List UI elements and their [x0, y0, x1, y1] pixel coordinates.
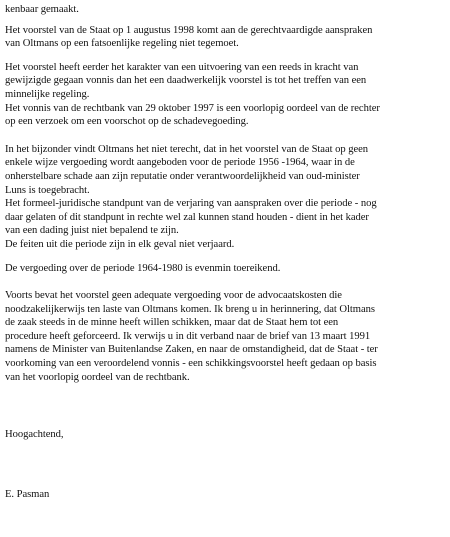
text-line: Voorts bevat het voorstel geen adequate vergoeding voor de advocaatskosten die [5, 290, 342, 302]
text-line: De vergoeding over de periode 1964-1980 is evenmin toereikend. [5, 262, 281, 274]
closing-text: Hoogachtend, [5, 429, 64, 441]
text-line: Het voorstel van de Staat op 1 augustus 1998 komt aan de gerechtvaardigde aanspraken [5, 24, 373, 36]
paragraph-5 [5, 289, 444, 384]
text-line: In het bijzonder vindt Oltmans het niet terecht, dat in het voorstel van de Staat op geen [5, 143, 368, 155]
text-line: namens de Minister van Buitenlandse Zaken, en naar de omstandigheid, dat de Staat - ter [5, 344, 378, 356]
text-line: De feiten uit die periode zijn in elk geval niet verjaard. [5, 238, 235, 250]
signature [5, 488, 444, 502]
text-line: van het voorlopig oordeel van de rechtbank. [5, 371, 190, 383]
text-line: kenbaar gemaakt. [5, 4, 79, 15]
text-line: enkele wijze vergoeding wordt aangeboden voor de periode 1956 -1964, waar in de [5, 157, 355, 169]
paragraph-3 [5, 143, 444, 252]
text-line: noodzakelijkerwijs ten laste van Oltmans komen. Ik breng u in herinnering, dat Oltmans [5, 303, 375, 315]
text-line: voorkoming van een veroordelend vonnis - een schikkingsvoorstel heeft gedaan op basis [5, 358, 377, 370]
text-line: Het voorstel heeft eerder het karakter van een uitvoering van een reeds in kracht van [5, 61, 359, 73]
closing [5, 428, 444, 442]
text-line: Het vonnis van de rechtbank van 29 oktober 1997 is een voorlopig oordeel van de rechter [5, 102, 380, 114]
paragraph-2 [5, 61, 444, 129]
text-line: minnelijke regeling. [5, 88, 90, 100]
text-line: gewijzigde gegaan vonnis dan het een daadwerkelijk voorstel is tot het treffen van een [5, 75, 367, 87]
text-line: Het formeel-juridische standpunt van de verjaring van aanspraken over die periode - nog [5, 198, 377, 210]
text-line: daar gelaten of dit standpunt in rechte wel zal kunnen stand houden - dient in het kader [5, 211, 369, 223]
text-line: de zaak steeds in de minne heeft willen schikken, maar dat de Staat hem tot een [5, 317, 339, 329]
text-line: onherstelbare schade aan zijn reputatie onder verantwoordelijkheid van oud-minister [5, 170, 360, 182]
text-line: van een dading juist niet bepalend te zijn. [5, 225, 179, 237]
text-line: op een verzoek om een voorschot op de schadevegoeding. [5, 116, 249, 128]
signature-name: E. Pasman [5, 488, 50, 500]
paragraph-4 [5, 262, 444, 276]
text-line: van Oltmans op een fatsoenlijke regeling niet tegemoet. [5, 38, 239, 50]
text-line: Luns is toegebracht. [5, 184, 90, 196]
paragraph-1 [5, 3, 444, 51]
text-line: procedure heeft geforceerd. Ik verwijs u in dit verband naar de brief van 13 maart 1991 [5, 330, 371, 342]
